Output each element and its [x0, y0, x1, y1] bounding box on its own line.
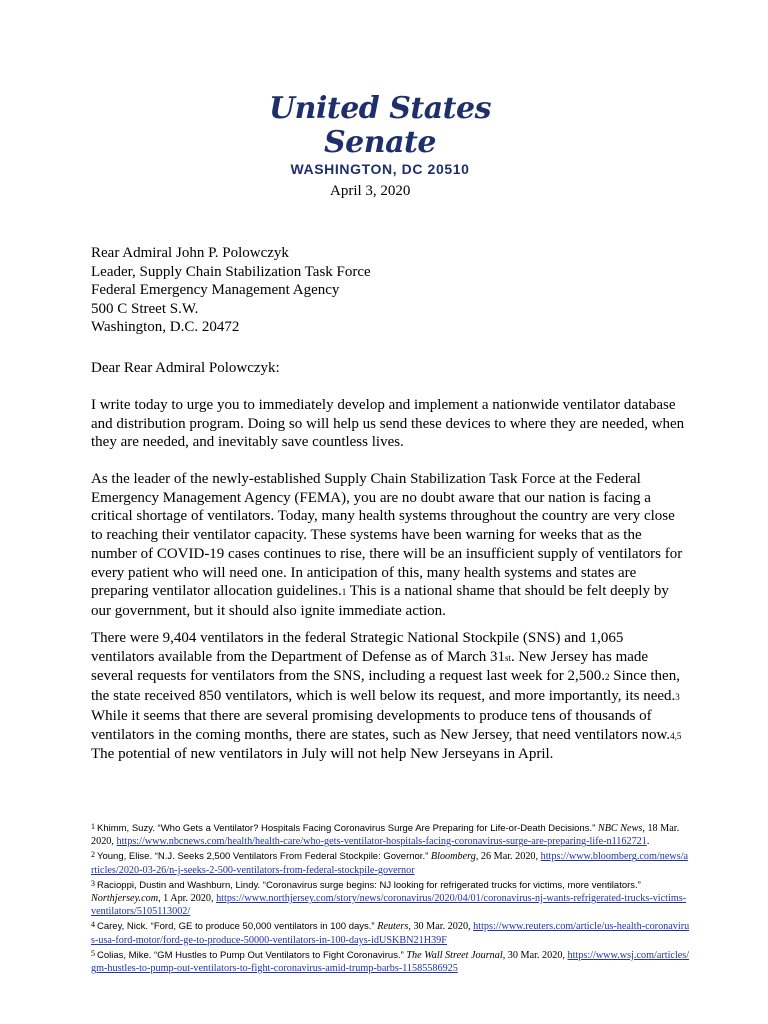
- footnote-source: Bloomberg: [430, 851, 476, 863]
- recipient-name: Rear Admiral John P. Polowczyk: [91, 245, 289, 261]
- letterhead: [230, 92, 530, 177]
- footnote-link[interactable]: https://www.wsj.com/articles/gm-hustles-to-pump-out-ventilators-to-fight-coronavirus-amid-trump-barbs-11585586925: [91, 949, 690, 975]
- footnote-number: 5: [91, 948, 95, 958]
- recipient-agency: Federal Emergency Management Agency: [91, 282, 340, 299]
- footnote-date: , 30 Mar. 2020,: [502, 949, 568, 961]
- footnote-number: 1: [91, 822, 95, 831]
- paragraph-1: [91, 396, 687, 452]
- footnote-link[interactable]: https://www.bloomberg.com/news/articles/2020-03-26/n-j-seeks-2-500-ventilators-from-federal-stockpile-governor: [91, 851, 689, 876]
- recipient-address: [91, 244, 371, 337]
- footnote-link[interactable]: https://www.nbcnews.com/health/health-care/who-gets-ventilator-hospitals-facing-coronavirus-surge-are-preparing-life-n1162721: [116, 836, 647, 848]
- paragraph-3-c: Since then, the state received 850 ventilators, which is well below its request, and more importantly, its need.: [91, 668, 680, 705]
- footnote-tail: .: [646, 836, 650, 848]
- footnote-2: [91, 848, 691, 876]
- paragraph-2-text: As the leader of the newly-established Supply Chain Stabilization Task Force at the Federal Emergency Management Agency (FEMA), you are no doubt aware that our nation is facing a critical shortage of ventilators. Today, many health systems throughout the country are very close to reaching their ventilator capacity. These systems have been warning for weeks that as the number of COVID-19 cases continues to rise, there will be an insufficient supply of ventilators for every patient who will need one. In anticipation of this, many health systems and states are preparing ventilator allocation guidelines.: [91, 471, 683, 600]
- footnote-ref-1[interactable]: 1: [341, 587, 347, 598]
- paragraph-1-text: I write today to urge you to immediately develop and implement a nationwide ventilator database and distribution program. Doing so will help us send these devices to where they are needed, when they are needed, and inevitably save countless lives.: [91, 397, 685, 451]
- footnote-ref-3[interactable]: 3: [675, 692, 680, 703]
- footnote-citation: Young, Elise. “N.J. Seeks 2,500 Ventilators From Federal Stockpile: Governor.”: [97, 851, 431, 863]
- footnote-citation: Colias, Mike. “GM Hustles to Pump Out Ventilators to Fight Coronavirus.”: [97, 949, 407, 961]
- recipient-city: Washington, D.C. 20472: [91, 319, 240, 336]
- paragraph-3-a: There were 9,404 ventilators in the federal Strategic National Stockpile (SNS) and 1,065 ventilators available from the Department of Defense as of March 31: [91, 630, 624, 665]
- footnote-5: [91, 947, 691, 975]
- footnote-citation: Carey, Nick. “Ford, GE to produce 50,000 ventilators in 100 days.”: [97, 921, 378, 933]
- salutation: Dear Rear Admiral Polowczyk:: [91, 360, 280, 376]
- footnote-date: , 1 Apr. 2020,: [158, 893, 217, 905]
- footnotes: [91, 820, 691, 975]
- footnote-link[interactable]: https://www.northjersey.com/story/news/coronavirus/2020/04/01/coronavirus-nj-wants-refrigerated-trucks-victims-ventilators/5105113002/: [91, 893, 687, 918]
- footnote-source: Northjersey.com: [91, 893, 159, 905]
- footnote-number: 4: [91, 920, 95, 930]
- footnote-citation: Racioppi, Dustin and Washburn, Lindy. “Coronavirus surge begins: NJ looking for refrigerated trucks for victims, more ventilators.”: [97, 879, 641, 891]
- ordinal-suffix: st: [505, 652, 512, 663]
- paragraph-3: [91, 629, 687, 764]
- footnote-number: 3: [91, 878, 95, 888]
- letterhead-subtitle: WASHINGTON, DC 20510: [290, 161, 470, 177]
- footnote-date: , 30 Mar. 2020,: [408, 921, 474, 933]
- recipient-title: Leader, Supply Chain Stabilization Task Force: [91, 263, 371, 280]
- footnote-number: 2: [91, 850, 95, 860]
- footnote-ref-4-5[interactable]: 4,5: [670, 730, 682, 741]
- letterhead-title: United States Senate: [268, 91, 492, 160]
- paragraph-3-b: . New Jersey has made several requests for ventilators from the SNS, including a request last week for 2,500.: [91, 648, 649, 685]
- footnote-source: Reuters: [377, 921, 409, 933]
- footnote-citation: Khimm, Suzy. “Who Gets a Ventilator? Hospitals Facing Coronavirus Surge Are Preparing for Life-or-Death Decisions.”: [97, 823, 598, 834]
- footnote-date: , 26 Mar. 2020,: [475, 851, 541, 863]
- footnote-source: The Wall Street Journal: [406, 949, 503, 961]
- footnote-date: , 18 Mar. 2020,: [91, 823, 680, 848]
- letter-date: April 3, 2020: [330, 183, 411, 199]
- paragraph-3-d: While it seems that there are several promising developments to produce tens of thousands of ventilators in the coming months, there are states, such as New Jersey, that need ventilators now.: [91, 707, 671, 743]
- paragraph-3-e: The potential of new ventilators in July will not help New Jerseyans in April.: [91, 746, 554, 763]
- footnote-source: NBC News: [597, 823, 643, 834]
- paragraph-2-end: This is a national shame that should be felt deeply by our government, but it should also ignite immediate action.: [91, 583, 669, 619]
- footnote-ref-2[interactable]: 2: [605, 672, 610, 683]
- paragraph-2: [91, 470, 687, 621]
- footnote-3: [91, 877, 691, 919]
- footnote-link[interactable]: https://www.reuters.com/article/us-health-coronavirus-usa-ford-motor/ford-ge-to-produce-50000-ventilators-in-100-days-idUSKBN21H39F: [91, 921, 690, 946]
- footnote-1: [91, 820, 691, 848]
- footnote-4: [91, 918, 691, 946]
- recipient-street: 500 C Street S.W.: [91, 300, 199, 317]
